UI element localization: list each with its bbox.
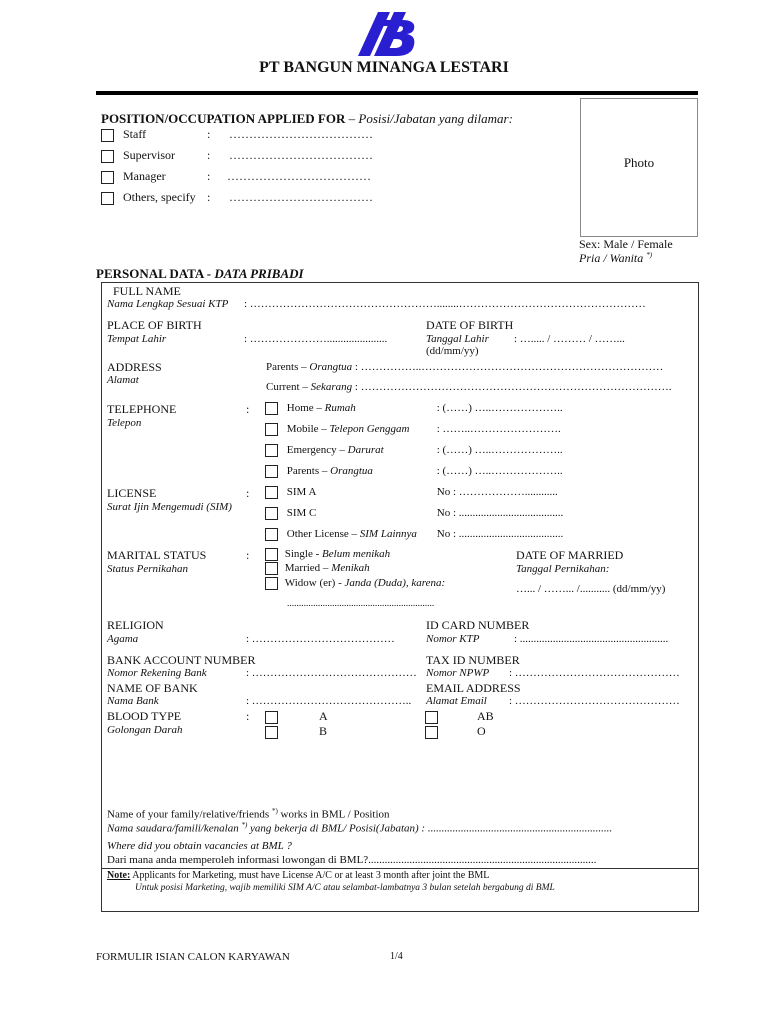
license-colon: :	[246, 486, 250, 500]
fullname-field[interactable]: : ……………………………………………........……………………………………………	[244, 298, 646, 310]
date-format-hint: (dd/mm/yy)	[426, 345, 479, 357]
marital-option-married[interactable]: Married – Menikah	[265, 562, 370, 575]
photo-box[interactable]	[580, 98, 698, 237]
address-label: ADDRESS	[107, 360, 162, 374]
date-of-birth-label-id: Tanggal Lahir	[426, 333, 489, 345]
checkbox[interactable]	[425, 726, 438, 739]
telephone-label: TELEPHONE	[107, 402, 177, 416]
checkbox[interactable]	[265, 465, 278, 478]
marital-status-label-id: Status Pernikahan	[107, 563, 188, 575]
checkbox[interactable]	[265, 444, 278, 457]
checkbox[interactable]	[265, 548, 278, 561]
blood-type-label: BLOOD TYPE	[107, 709, 182, 723]
address-parents-field[interactable]: Parents – Orangtua : ……………..…………………………………………………………	[266, 361, 664, 373]
religion-field[interactable]: : …………………………………	[246, 633, 395, 645]
bank-account-field[interactable]: : ………………………………………	[246, 667, 417, 679]
checkbox[interactable]	[265, 577, 278, 590]
checkbox[interactable]	[265, 562, 278, 575]
header-rule	[96, 91, 698, 95]
telephone-option-emergency[interactable]: Emergency – Darurat : (……) …..………………..	[265, 444, 563, 457]
checkbox[interactable]	[265, 711, 278, 724]
marital-option-widow[interactable]: Widow (er) - Janda (Duda), karena:	[265, 577, 445, 590]
license-option-other[interactable]: Other License – SIM Lainnya No : ......................................	[265, 528, 563, 541]
sex-line[interactable]: Sex: Male / Female	[579, 237, 673, 251]
note-text-id: Untuk posisi Marketing, wajib memiliki SIM A/C atau selambat-lambatnya 3 bulan setelah bergabung di BML	[135, 883, 555, 893]
date-of-birth-label: DATE OF BIRTH	[426, 318, 514, 332]
bank-name-label: NAME OF BANK	[107, 681, 198, 695]
bank-account-label-id: Nomor Rekening Bank	[107, 667, 207, 679]
id-card-field[interactable]: : ......................................................	[514, 633, 669, 645]
bank-name-label-id: Nama Bank	[107, 695, 159, 707]
widow-reason-field[interactable]: ..............................................................	[287, 599, 435, 609]
checkbox[interactable]	[101, 171, 114, 184]
position-option-others[interactable]: Others, specify : ………………………………	[101, 190, 373, 205]
id-card-label: ID CARD NUMBER	[426, 618, 530, 632]
place-of-birth-field[interactable]: : …………………......................	[244, 333, 388, 345]
blood-colon: :	[246, 709, 250, 723]
place-of-birth-label-id: Tempat Lahir	[107, 333, 167, 345]
marital-option-single[interactable]: Single - Belum menikah	[265, 548, 390, 561]
checkbox[interactable]	[265, 507, 278, 520]
marital-status-label: MARITAL STATUS	[107, 548, 207, 562]
footer-form-name: FORMULIR ISIAN CALON KARYAWAN	[96, 951, 290, 963]
note-divider	[101, 868, 698, 869]
license-label: LICENSE	[107, 486, 157, 500]
checkbox[interactable]	[265, 423, 278, 436]
religion-label-id: Agama	[107, 633, 139, 645]
email-label-id: Alamat Email	[426, 695, 487, 707]
checkbox[interactable]	[101, 150, 114, 163]
family-field[interactable]: Nama saudara/famili/kenalan *) yang bekerja di BML/ Posisi(Jabatan) : ...................................................................	[107, 821, 613, 835]
photo-label: Photo	[623, 155, 655, 170]
marital-colon: :	[246, 548, 250, 562]
checkbox[interactable]	[101, 192, 114, 205]
religion-label: RELIGION	[107, 618, 164, 632]
blood-option-b[interactable]: B	[265, 724, 327, 739]
position-option-manager[interactable]: Manager : ………………………………	[101, 169, 371, 184]
id-card-label-id: Nomor KTP	[426, 633, 480, 645]
checkbox[interactable]	[265, 726, 278, 739]
tax-id-label: TAX ID NUMBER	[426, 653, 520, 667]
bank-name-field[interactable]: : ……………………………………..	[246, 695, 412, 707]
bank-account-label: BANK ACCOUNT NUMBER	[107, 653, 256, 667]
vacancy-field[interactable]: Dari mana anda memperoleh informasi lowongan di BML?...................................................................................	[107, 854, 597, 866]
checkbox[interactable]	[265, 528, 278, 541]
address-label-id: Alamat	[107, 374, 139, 386]
license-option-sim-a[interactable]: SIM A No : ………………............	[265, 486, 558, 499]
telephone-colon: :	[246, 402, 250, 416]
date-of-married-label: DATE OF MARRIED	[516, 548, 624, 562]
tax-id-field[interactable]: : ………………………………………	[509, 667, 680, 679]
vacancy-question: Where did you obtain vacancies at BML ?	[107, 840, 292, 852]
address-current-field[interactable]: Current – Sekarang : ………………………………………………………………………….	[266, 381, 672, 393]
blood-option-a[interactable]: A	[265, 709, 328, 724]
license-option-sim-c[interactable]: SIM C No : ......................................	[265, 507, 563, 520]
position-option-staff[interactable]: Staff : ………………………………	[101, 127, 373, 142]
family-question: Name of your family/relative/friends *) works in BML / Position	[107, 807, 390, 821]
position-heading: POSITION/OCCUPATION APPLIED FOR – Posisi/Jabatan yang dilamar:	[101, 111, 513, 126]
checkbox[interactable]	[265, 486, 278, 499]
date-of-married-field[interactable]: …... / ……... /........... (dd/mm/yy)	[516, 583, 666, 595]
date-of-married-label-id: Tanggal Pernikahan:	[516, 563, 610, 575]
company-name: PT BANGUN MINANGA LESTARI	[259, 59, 509, 76]
fullname-label: FULL NAME	[113, 284, 181, 298]
tax-id-label-id: Nomor NPWP	[426, 667, 490, 679]
footer-page-number: 1/4	[390, 951, 403, 962]
checkbox[interactable]	[265, 402, 278, 415]
license-label-id: Surat Ijin Mengemudi (SIM)	[107, 501, 232, 513]
checkbox[interactable]	[101, 129, 114, 142]
checkbox[interactable]	[425, 711, 438, 724]
company-logo-icon	[356, 12, 418, 56]
fullname-label-id: Nama Lengkap Sesuai KTP	[107, 298, 229, 310]
note-text: Note: Applicants for Marketing, must have License A/C or at least 3 month after joint the BML	[107, 870, 490, 881]
blood-type-label-id: Golongan Darah	[107, 724, 183, 736]
email-label: EMAIL ADDRESS	[426, 681, 521, 695]
position-option-supervisor[interactable]: Supervisor : ………………………………	[101, 148, 373, 163]
email-field[interactable]: : ………………………………………	[509, 695, 680, 707]
telephone-option-home[interactable]: Home – Rumah : (……) …..………………..	[265, 402, 563, 415]
sex-line-id: Pria / Wanita *)	[579, 251, 653, 265]
telephone-option-parents[interactable]: Parents – Orangtua : (……) …..………………..	[265, 465, 563, 478]
telephone-label-id: Telepon	[107, 417, 142, 429]
blood-option-o[interactable]: O	[425, 724, 486, 739]
personal-data-heading: PERSONAL DATA - DATA PRIBADI	[96, 266, 304, 281]
telephone-option-mobile[interactable]: Mobile – Telepon Genggam : ……..…………………….	[265, 423, 561, 436]
date-of-birth-field[interactable]: : …..... / ……… / ……...	[514, 333, 625, 345]
place-of-birth-label: PLACE OF BIRTH	[107, 318, 202, 332]
blood-option-ab[interactable]: AB	[425, 709, 494, 724]
